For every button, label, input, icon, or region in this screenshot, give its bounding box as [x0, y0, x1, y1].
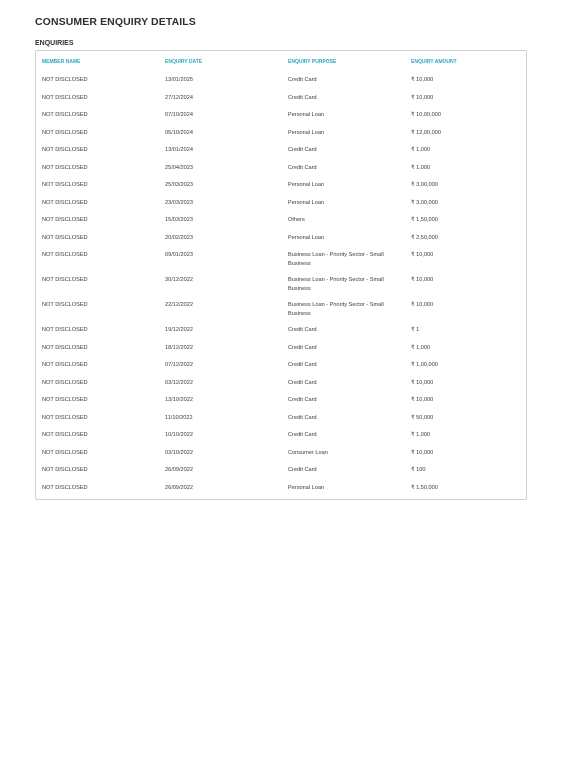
- column-header-enquiry-purpose: ENQUIRY PURPOSE: [288, 58, 337, 65]
- enquiry-purpose-cell: Credit Card: [288, 397, 317, 403]
- enquiry-date-cell: 10/10/2022: [165, 432, 193, 438]
- table-row: [36, 392, 528, 410]
- member-name-cell: NOT DISCLOSED: [42, 397, 88, 403]
- enquiry-date-cell: 03/10/2022: [165, 449, 193, 456]
- enquiry-date-cell: 26/09/2022: [165, 484, 193, 491]
- member-name-cell: NOT DISCLOSED: [42, 414, 88, 421]
- enquiry-purpose-cell: Business Loan - Priority Sector - Small Business: [288, 302, 384, 317]
- table-row: [36, 125, 528, 143]
- enquiry-amount-cell: ₹ 100: [411, 467, 426, 473]
- table-row: [36, 480, 528, 498]
- member-name-cell: NOT DISCLOSED: [42, 302, 88, 308]
- member-name-cell: NOT DISCLOSED: [42, 217, 88, 223]
- enquiry-purpose-cell: Personal Loan: [288, 484, 325, 491]
- table-row: [36, 427, 528, 445]
- enquiry-amount-cell: ₹ 10,000: [411, 94, 434, 101]
- enquiry-purpose-cell: Credit Card: [288, 432, 317, 438]
- enquiry-date-cell: 18/12/2022: [165, 344, 193, 351]
- member-name-cell: NOT DISCLOSED: [42, 147, 88, 153]
- enquiry-amount-cell: ₹ 50,000: [411, 414, 434, 421]
- enquiry-date-cell: 20/02/2023: [165, 234, 193, 241]
- enquiry-purpose-cell: Credit Card: [288, 362, 317, 368]
- enquiry-date-cell: 25/04/2023: [165, 164, 193, 171]
- table-row: [36, 212, 528, 230]
- member-name-cell: NOT DISCLOSED: [42, 379, 88, 386]
- enquiry-amount-cell: ₹ 2,50,000: [411, 234, 438, 241]
- enquiry-amount-cell: ₹ 10,000: [411, 397, 434, 403]
- table-row: [36, 107, 528, 125]
- enquiry-purpose-cell: Credit Card: [288, 94, 317, 101]
- enquiry-amount-cell: ₹ 1,50,000: [411, 484, 438, 491]
- member-name-cell: NOT DISCLOSED: [42, 467, 88, 473]
- enquiry-amount-cell: ₹ 10,000: [411, 379, 434, 386]
- table-row: [36, 160, 528, 178]
- page-title: CONSUMER ENQUIRY DETAILS: [35, 16, 196, 28]
- enquiry-date-cell: 03/12/2022: [165, 379, 193, 386]
- enquiry-purpose-cell: Credit Card: [288, 344, 317, 351]
- enquiry-date-cell: 09/01/2023: [165, 252, 193, 258]
- table-row: [36, 230, 528, 248]
- member-name-cell: NOT DISCLOSED: [42, 199, 88, 206]
- table-row: [36, 357, 528, 375]
- enquiry-purpose-cell: Credit Card: [288, 467, 317, 473]
- enquiry-date-cell: 13/10/2022: [165, 397, 193, 403]
- member-name-cell: NOT DISCLOSED: [42, 344, 88, 351]
- table-body: [36, 72, 528, 497]
- table-row: [36, 410, 528, 428]
- enquiry-date-cell: 11/10/2022: [165, 414, 193, 421]
- member-name-cell: NOT DISCLOSED: [42, 112, 88, 118]
- enquiry-date-cell: 05/10/2024: [165, 129, 193, 136]
- enquiry-purpose-cell: Others: [288, 217, 305, 223]
- enquiry-purpose-cell: Credit Card: [288, 147, 317, 153]
- enquiry-purpose-cell: Credit Card: [288, 164, 317, 171]
- enquiry-purpose-cell: Personal Loan: [288, 234, 325, 241]
- enquiry-amount-cell: ₹ 10,000: [411, 77, 434, 83]
- enquiry-amount-cell: ₹ 1,000: [411, 147, 431, 153]
- enquiry-amount-cell: ₹ 3,00,000: [411, 182, 438, 188]
- enquiry-amount-cell: ₹ 1,000: [411, 432, 431, 438]
- enquiry-date-cell: 26/09/2022: [165, 467, 193, 473]
- enquiry-amount-cell: ₹ 3,00,000: [411, 199, 438, 206]
- enquiry-date-cell: 07/10/2024: [165, 112, 193, 118]
- enquiry-date-cell: 15/03/2023: [165, 217, 193, 223]
- column-header-enquiry-amount: ENQUIRY AMOUNT: [411, 58, 457, 65]
- enquiry-date-cell: 22/12/2022: [165, 302, 193, 308]
- member-name-cell: NOT DISCLOSED: [42, 77, 88, 83]
- enquiry-amount-cell: ₹ 10,00,000: [411, 112, 441, 118]
- enquiries-table-container: [35, 50, 527, 500]
- table-row: [36, 177, 528, 195]
- enquiry-purpose-cell: Credit Card: [288, 379, 317, 386]
- enquiry-purpose-cell: Personal Loan: [288, 199, 325, 206]
- member-name-cell: NOT DISCLOSED: [42, 432, 88, 438]
- member-name-cell: NOT DISCLOSED: [42, 484, 88, 491]
- table-row: [36, 375, 528, 393]
- column-header-enquiry-date: ENQUIRY DATE: [165, 58, 203, 65]
- enquiry-purpose-cell: Personal Loan: [288, 112, 325, 118]
- table-row: [36, 72, 528, 90]
- enquiry-date-cell: 30/12/2022: [165, 277, 193, 283]
- enquiry-amount-cell: ₹ 10,000: [411, 277, 434, 283]
- enquiries-table: [36, 51, 528, 497]
- enquiry-amount-cell: ₹ 1,000: [411, 344, 431, 351]
- enquiry-purpose-cell: Consumer Loan: [288, 449, 328, 456]
- table-row: [36, 195, 528, 213]
- table-row: [36, 462, 528, 480]
- enquiry-purpose-cell: Personal Loan: [288, 129, 325, 136]
- table-row: [36, 340, 528, 358]
- enquiry-amount-cell: ₹ 1: [411, 327, 420, 333]
- enquiry-amount-cell: ₹ 1,00,000: [411, 362, 438, 368]
- enquiry-amount-cell: ₹ 1,000: [411, 164, 431, 171]
- member-name-cell: NOT DISCLOSED: [42, 252, 88, 258]
- member-name-cell: NOT DISCLOSED: [42, 277, 88, 283]
- member-name-cell: NOT DISCLOSED: [42, 327, 88, 333]
- enquiry-date-cell: 07/12/2022: [165, 362, 193, 368]
- table-row: [36, 247, 528, 272]
- enquiry-purpose-cell: Business Loan - Priority Sector - Small Business: [288, 277, 384, 292]
- enquiry-date-cell: 27/12/2024: [165, 94, 193, 101]
- table-row: [36, 445, 528, 463]
- table-header-row: [36, 51, 528, 72]
- column-header-member-name: MEMBER NAME: [42, 58, 81, 65]
- enquiry-purpose-cell: Business Loan - Priority Sector - Small Business: [288, 252, 384, 267]
- enquiry-amount-cell: ₹ 1,50,000: [411, 217, 438, 223]
- member-name-cell: NOT DISCLOSED: [42, 164, 88, 171]
- enquiry-amount-cell: ₹ 10,000: [411, 302, 434, 308]
- member-name-cell: NOT DISCLOSED: [42, 129, 88, 136]
- enquiry-date-cell: 13/01/2024: [165, 147, 193, 153]
- table-row: [36, 142, 528, 160]
- enquiry-purpose-cell: Credit Card: [288, 414, 317, 421]
- table-row: [36, 90, 528, 108]
- enquiry-purpose-cell: Personal Loan: [288, 182, 325, 188]
- enquiry-purpose-cell: Credit Card: [288, 77, 317, 83]
- enquiry-date-cell: 25/03/2023: [165, 182, 193, 188]
- enquiry-amount-cell: ₹ 10,000: [411, 449, 434, 456]
- section-title: ENQUIRIES: [35, 40, 74, 47]
- enquiry-amount-cell: ₹ 12,00,000: [411, 129, 441, 136]
- member-name-cell: NOT DISCLOSED: [42, 234, 88, 241]
- table-row: [36, 322, 528, 340]
- table-row: [36, 297, 528, 322]
- member-name-cell: NOT DISCLOSED: [42, 362, 88, 368]
- enquiry-amount-cell: ₹ 10,000: [411, 252, 434, 258]
- member-name-cell: NOT DISCLOSED: [42, 182, 88, 188]
- enquiry-date-cell: 23/03/2023: [165, 199, 193, 206]
- enquiry-date-cell: 13/01/2025: [165, 77, 193, 83]
- table-row: [36, 272, 528, 297]
- enquiry-date-cell: 19/12/2022: [165, 327, 193, 333]
- member-name-cell: NOT DISCLOSED: [42, 94, 88, 101]
- member-name-cell: NOT DISCLOSED: [42, 449, 88, 456]
- enquiry-purpose-cell: Credit Card: [288, 327, 317, 333]
